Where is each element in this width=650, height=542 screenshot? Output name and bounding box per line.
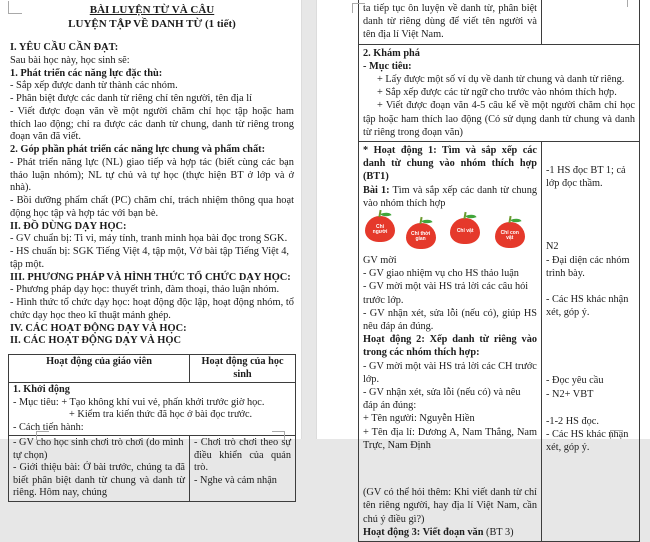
apple-label: Chỉ thời gian bbox=[411, 230, 431, 243]
teacher-line: - GV nhận xét, sửa lỗi (nếu có), giúp HS nêu đáp án đúng. bbox=[363, 307, 537, 333]
section-heading: IV. CÁC HOẠT ĐỘNG DẠY VÀ HỌC: bbox=[10, 322, 187, 334]
student-line: - Các HS khác nhận xét, góp ý. bbox=[546, 429, 629, 454]
body-line: Sau bài học này, học sinh sẽ: bbox=[10, 54, 130, 66]
body-line: - Phương pháp dạy học: thuyết trình, đàm thoại, thảo luận nhóm. bbox=[10, 284, 280, 296]
lesson-title: LUYỆN TẬP VỀ DANH TỪ (1 tiết) bbox=[68, 18, 236, 30]
teacher-cell bbox=[359, 0, 542, 44]
body-line: - Sắp xếp được danh từ thành các nhóm. bbox=[10, 80, 178, 92]
activities-table-continued bbox=[358, 0, 640, 542]
page-right bbox=[316, 0, 650, 538]
doc-title: BÀI LUYỆN TỪ VÀ CÂU bbox=[89, 4, 215, 16]
apple-label: Chỉ con vật bbox=[500, 229, 519, 242]
page-left bbox=[0, 0, 302, 498]
margin-mark-icon bbox=[8, 1, 22, 14]
explore-goal: + Lấy được một số ví dụ về danh từ chung và danh từ riêng. bbox=[377, 74, 625, 86]
warmup-goal: - Mục tiêu: + Tạo không khí vui vẻ, phấn khởi trước giờ học. bbox=[13, 396, 265, 408]
activities-table bbox=[8, 354, 296, 502]
explore-goal-label: - Mục tiêu: bbox=[363, 60, 412, 72]
apple-label: Chỉ vật bbox=[456, 228, 474, 235]
activity1-title: * Hoạt động 1: Tìm và sắp xếp các danh từ chung vào nhóm thích hợp (BT1) bbox=[363, 145, 537, 183]
teacher-cell bbox=[359, 142, 542, 542]
table-header-student: Hoạt động của học sinh bbox=[190, 355, 296, 383]
teacher-cell bbox=[9, 436, 190, 502]
section-heading: I. YÊU CẦU CẦN ĐẠT: bbox=[10, 42, 119, 53]
teacher-line: + Tên người: Nguyễn Hiền bbox=[363, 413, 475, 425]
activity3-line bbox=[363, 526, 537, 539]
body-paragraphs bbox=[10, 42, 294, 348]
margin-mark-icon bbox=[352, 3, 365, 13]
body-line: - Bồi dưỡng phẩm chất (PC) chăm chỉ, trách nhiệm thông qua hoạt động học tập và hợp tác với bạn bè. bbox=[10, 195, 294, 219]
section-heading: 1. Phát triển các năng lực đặc thù: bbox=[10, 67, 163, 79]
apple-icon bbox=[495, 222, 525, 248]
teacher-line: ta tiếp tục ôn luyện về danh từ, phân biệt danh từ riêng dùng để viết tên người và tên địa lí Việt Nam. bbox=[363, 3, 537, 41]
activity2-title: Hoạt động 2: Xếp danh từ riêng vào trong các nhóm thích hợp: bbox=[363, 334, 537, 359]
student-line: - N2+ VBT bbox=[546, 388, 594, 400]
teacher-line: - GV giao nhiệm vụ cho HS thảo luận bbox=[363, 268, 519, 280]
task1-line bbox=[363, 184, 537, 210]
task1-label: Bài 1: bbox=[363, 184, 390, 196]
student-line: - Đọc yêu cầu bbox=[546, 375, 604, 387]
teacher-note: (GV có thể hỏi thêm: Khi viết danh từ chỉ tên riêng người, hay địa lí Việt Nam, cần chú ý điều gì?) bbox=[363, 487, 537, 525]
explore-goal: + Sắp xếp được các từ ngữ cho trước vào nhóm thích hợp. bbox=[377, 87, 617, 99]
activity3-title: Hoạt động 3: Viết đoạn văn bbox=[363, 526, 484, 538]
student-line: -1-2 HS đọc. bbox=[546, 415, 599, 427]
table-header-teacher: Hoạt động của giáo viên bbox=[9, 355, 190, 383]
student-cell bbox=[190, 436, 296, 502]
teacher-line: GV mời bbox=[363, 255, 397, 267]
teacher-line: + Tên địa lí: Dương A, Nam Thắng, Nam Trực, Nam Định bbox=[363, 426, 537, 451]
task1-text: Tìm và sắp xếp các danh từ chung vào nhóm thích hợp bbox=[363, 184, 537, 209]
apple-icon bbox=[450, 218, 480, 244]
activity3-suffix: (BT 3) bbox=[483, 526, 514, 538]
student-line: - Nghe và cảm nhận bbox=[194, 474, 277, 486]
section-heading: II. ĐỒ DÙNG DẠY HỌC: bbox=[10, 220, 127, 232]
teacher-line: - GV cho học sinh chơi trò chơi (do mình tự chọn) bbox=[13, 437, 184, 461]
spacer bbox=[363, 452, 537, 486]
student-cell bbox=[542, 0, 640, 44]
body-line: - HS chuẩn bị: SGK Tiếng Việt 4, tập một, Vở bài tập Tiếng Việt 4, tập một. bbox=[10, 246, 290, 270]
margin-mark-icon bbox=[610, 430, 623, 439]
explore-row bbox=[359, 44, 640, 141]
category-apples bbox=[363, 210, 537, 254]
body-line: - Phát triển năng lực (NL) giao tiếp và hợp tác (biết cùng các bạn thảo luận nhóm); NL tự chủ và tự học (thực hiện BT ở lớp và ở nhà). bbox=[10, 156, 294, 194]
student-line: - Đại diện các nhóm trình bày. bbox=[546, 254, 630, 279]
body-line: - GV chuẩn bị: Ti vi, máy tính, tranh minh họa bài đọc trong SGK. bbox=[10, 233, 288, 245]
body-line: - Hình thức tổ chức dạy học: hoạt động độc lập, hoạt động nhóm, tổ chức dạy học theo kĩ thuật mảnh ghép. bbox=[10, 297, 294, 321]
apple-label: Chỉ người bbox=[372, 223, 388, 236]
teacher-line: - GV mời một vài HS trả lời các CH trước lớp. bbox=[363, 360, 537, 385]
teacher-line: - Giới thiệu bài: Ở bài trước, chúng ta đã biết phân biệt danh từ chung và danh từ riêng. Hôm nay, chúng bbox=[13, 462, 185, 498]
teacher-line: - GV nhận xét, sửa lỗi (nếu có) và nêu đáp án đúng: bbox=[363, 387, 521, 412]
warmup-row bbox=[9, 383, 296, 436]
warmup-method: - Cách tiến hành: bbox=[13, 421, 84, 433]
explore-goal: + Viết được đoạn văn 4-5 câu kể về một người chăm chỉ học tập hoặc ham thích lao động (Có sử dụng danh từ chung và danh từ riêng trong đoạn văn) bbox=[363, 100, 635, 138]
section-heading: III. PHƯƠNG PHÁP VÀ HÌNH THỨC TỔ CHỨC DẠY HỌC: bbox=[10, 271, 291, 283]
teacher-line: - GV mời một vài HS trả lời các câu hỏi trước lớp. bbox=[363, 281, 529, 306]
body-line: - Phân biệt được các danh từ riêng chỉ tên người, tên địa lí bbox=[10, 93, 252, 104]
student-line: N2 bbox=[546, 241, 559, 253]
section-heading: II. CÁC HOẠT ĐỘNG DẠY VÀ HỌC bbox=[10, 335, 181, 347]
apple-icon bbox=[406, 223, 436, 249]
body-line: - Viết được đoạn văn về một người chăm chỉ học tập hoặc ham thích lao động; chỉ ra được các danh từ chung, danh từ riêng trong đoạn văn đã viết. bbox=[10, 105, 294, 143]
section-heading: 2. Góp phần phát triển các năng lực chung và phẩm chất: bbox=[10, 144, 266, 155]
student-line: - Các HS khác nhận xét, góp ý. bbox=[546, 294, 629, 319]
student-cell bbox=[542, 142, 640, 542]
explore-title: 2. Khám phá bbox=[363, 47, 420, 59]
warmup-goal: + Kiểm tra kiến thức đã học ở bài đọc trước. bbox=[69, 409, 253, 420]
apple-icon bbox=[365, 216, 395, 242]
margin-mark-icon bbox=[627, 0, 629, 7]
student-line: -1 HS đọc BT 1; cả lớp đọc thầm. bbox=[546, 165, 626, 190]
student-line: - Chơi trò chơi theo sự điều khiển của quản trò. bbox=[194, 437, 291, 473]
warmup-title: 1. Khởi động bbox=[13, 384, 70, 395]
